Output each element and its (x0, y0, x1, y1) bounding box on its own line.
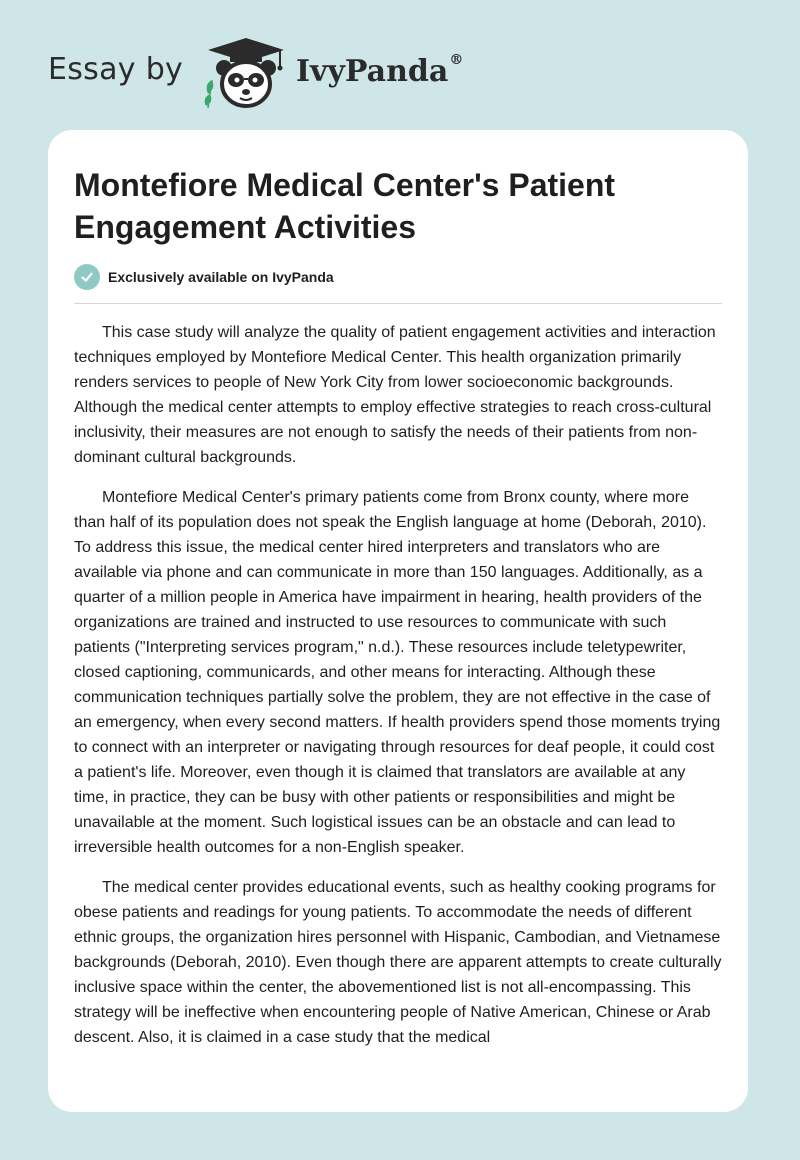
check-icon (74, 264, 100, 290)
exclusive-badge-label: Exclusively available on IvyPanda (108, 269, 334, 285)
paragraph: This case study will analyze the quality of patient engagement activities and interaction techniques employed by Montefiore Medical Center. This health organization primarily renders services to people of New York City from lower socioeconomic backgrounds. Although the medical center attempts to employ effective strategies to reach cross-cultural inclusivity, their measures are not enough to satisfy the needs of their patients from non-dominant cultural backgrounds. (74, 324, 716, 466)
page-title: Montefiore Medical Center's Patient Engagement Activities (74, 167, 616, 245)
essay-body (74, 320, 724, 1065)
trademark-symbol: ® (449, 52, 464, 68)
brand-prefix: Essay by (48, 52, 184, 87)
essay-card (48, 130, 748, 1112)
brand-name[interactable] (296, 54, 463, 89)
exclusive-badge (74, 264, 334, 290)
paragraph: The medical center provides educational events, such as healthy cooking programs for obese patients and readings for young patients. To accommodate the needs of different ethnic groups, the organization hires personnel with Hispanic, Cambodian, and Vietnamese backgrounds (Deborah, 2010). Even though there are apparent attempts to create culturally inclusive space within the center, the abovementioned list is not all-encompassing. This strategy will be ineffective when encountering people of Native American, Chinese or Arab descent. Also, it is claimed in a case study that the medical (74, 879, 722, 1046)
divider (74, 303, 722, 304)
paragraph: Montefiore Medical Center's primary patients come from Bronx county, where more than half of its population does not speak the English language at home (Deborah, 2010). To address this issue, the medical center hired interpreters and translators who are available via phone and can communicate in more than 150 languages. Additionally, as a quarter of a million people in America have impairment in hearing, health providers of the organizations are trained and instructed to use resources to communicate with such patients ("Interpreting services program," n.d.). These resources include teletypewriter, closed captioning, communicards, and other means for interacting. Although these communication techniques partially solve the problem, they are not effective in the case of an emergency, when every second matters. If health providers spend those moments trying to connect with an interpreter or navigating through resources for deaf people, it could cost a patient's life. Moreover, even though it is claimed that translators are available at any time, in practice, they can be busy with other patients or responsibilities and might be unavailable at the moment. Such logistical issues can be an obstacle and can lead to irreversible health outcomes for a non-English speaker. (74, 489, 721, 856)
brand-name-text: IvyPanda (296, 54, 449, 89)
panda-graduate-icon[interactable] (200, 34, 292, 110)
site-header (0, 0, 800, 120)
